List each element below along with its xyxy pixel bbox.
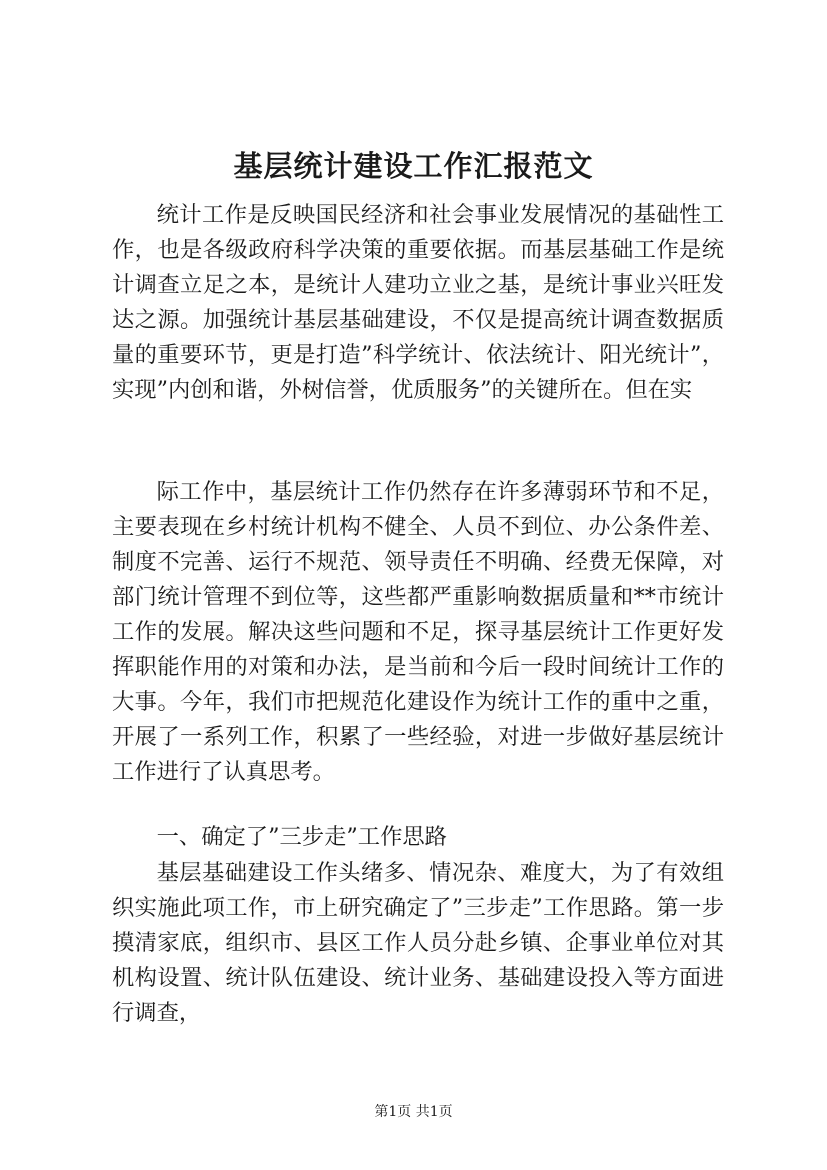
paragraph-three-steps: 基层基础建设工作头绪多、情况杂、难度大，为了有效组织实施此项工作，市上研究确定了”三步走”工作思路。第一步摸清家底，组织市、县区工作人员分赴乡镇、企事业单位对其机构设置、统计队伍建设、统计业务、基础建设投入等方面进行调查， [112, 860, 724, 1026]
page-number-footer: 第1页 共1页 [374, 1104, 453, 1120]
paragraph-intro: 统计工作是反映国民经济和社会事业发展情况的基础性工作，也是各级政府科学决策的重要依据。而基层基础工作是统计调查立足之本，是统计人建功立业之基，是统计事业兴旺发达之源。加强统计基层基础建设，不仅是提高统计调查数据质量的重要环节，更是打造”科学统计、依法统计、阳光统计”，实现”内创和谐，外树信誉，优质服务”的关键所在。但在实 [112, 202, 724, 403]
section-heading-three-steps: 一、确定了”三步走”工作思路 [156, 824, 447, 850]
document-title: 基层统计建设工作汇报范文 [233, 149, 594, 183]
paragraph-problems: 际工作中，基层统计工作仍然存在许多薄弱环节和不足，主要表现在乡村统计机构不健全、人员不到位、办公条件差、制度不完善、运行不规范、领导责任不明确、经费无保障，对部门统计管理不到位等，这些都严重影响数据质量和**市统计工作的发展。解决这些问题和不足，探寻基层统计工作更好发挥职能作用的对策和办法，是当前和今后一段时间统计工作的大事。今年，我们市把规范化建设作为统计工作的重中之重，开展了一系列工作，积累了一些经验，对进一步做好基层统计工作进行了认真思考。 [112, 479, 724, 785]
